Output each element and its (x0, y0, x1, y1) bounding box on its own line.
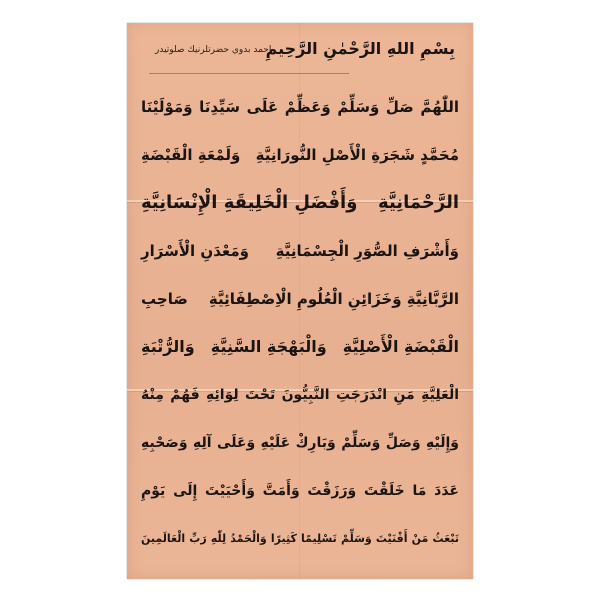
text-segment: وَمَعْدَنِ الْأَسْرَارِ (141, 242, 249, 260)
calligrapher-signature: احمد بدوي حضرتلرنيك صلوتيدر (155, 45, 272, 55)
manuscript-sheet (127, 23, 473, 579)
text-line-5 (141, 279, 459, 319)
text-line-1 (141, 87, 459, 127)
basmala-heading: بِسْمِ اللهِ الرَّحْمٰنِ الرَّحِيمِ (265, 39, 455, 58)
text-line-4 (141, 231, 459, 271)
text-segment: الْعَلِيَّةِ مَنِ انْدَرَجَتِ النَّبِيُّونَ تَحْتَ لِوَائِهِ فَهُمْ مِنْهُ (141, 387, 459, 403)
text-segment: الرَّحْمَانِيَّةِ (378, 192, 459, 213)
text-segment: وَالرُّتْبَةِ (141, 337, 195, 356)
text-line-8 (141, 423, 459, 463)
text-segment: وَإِلَيْهِ وَصَلِّ وَسَلِّمْ وَبَارِكْ عَلَيْهِ وَعَلَى آلِهِ وَصَحْبِهِ (141, 435, 459, 451)
text-segment: مُحَمَّدٍ شَجَرَةِ الْأَصْلِ النُّورَانِيَّةِ (255, 146, 459, 164)
text-segment: عَدَدَ مَا خَلَقْتَ وَرَزَقْتَ وَأَمَتَّ وَأَحْيَيْتَ إِلَى يَوْمِ (141, 483, 459, 499)
text-segment: وَلَمْعَةِ الْقَبْضَةِ (141, 146, 241, 164)
text-segment: تَبْعَثُ مَنْ أَفْنَيْتَ وَسَلِّمْ تَسْلِيمًا كَثِيرًا وَالْحَمْدُ لِلّٰهِ رَبِّ الْعَالَمِينَ (141, 532, 459, 545)
text-segment: الْقَبْضَةِ الْأَصْلِيَّةِ (342, 337, 459, 356)
text-line-6 (141, 327, 459, 367)
text-segment: وَأَشْرَفِ الصُّوَرِ الْجِسْمَانِيَّةِ (275, 242, 459, 260)
text-segment: وَالْبَهْجَةِ السَّنِيَّةِ (210, 337, 327, 356)
text-line-9 (141, 471, 459, 511)
text-line-10 (141, 519, 459, 559)
text-segment: اللّٰهُمَّ صَلِّ وَسَلِّمْ وَعَظِّمْ عَلَى سَيِّدِنَا وَمَوْلَيْنَا (141, 98, 459, 116)
text-line-7 (141, 375, 459, 415)
text-segment: صَاحِبِ (141, 290, 188, 308)
text-segment: وَأَفْضَلِ الْخَلِيقَةِ الْإِنْسَانِيَّةِ (141, 192, 358, 213)
text-line-2 (141, 135, 459, 175)
heading-underline (149, 73, 349, 74)
text-line-3 (141, 183, 459, 223)
text-segment: الرَّبَّانِيَّةِ وَخَزَائِنِ الْعُلُومِ الْاِصْطِفَائِيَّةِ (208, 290, 459, 308)
